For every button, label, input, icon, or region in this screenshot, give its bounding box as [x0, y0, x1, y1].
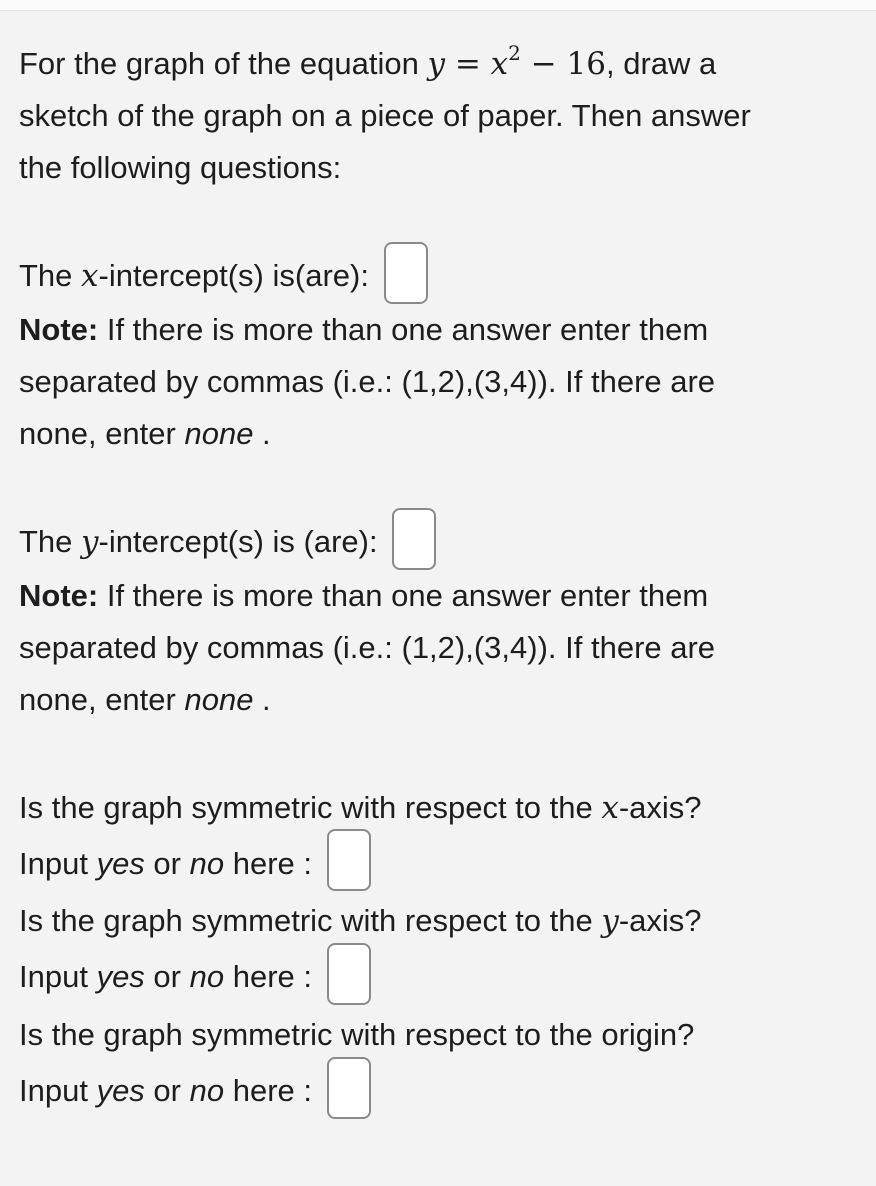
equation-equals: =	[444, 46, 491, 82]
equation-exponent: 2	[508, 41, 521, 65]
symmetry-origin-input[interactable]	[327, 1057, 371, 1119]
symmetry-question-text: Is the graph symmetric with respect to the origin?	[19, 1017, 695, 1053]
no-word: no	[189, 845, 225, 881]
symmetry-origin-input-row	[19, 1065, 859, 1119]
yes-word: yes	[96, 1073, 145, 1109]
symmetry-y-axis-input[interactable]	[327, 943, 371, 1005]
symmetry-origin-question	[19, 1009, 859, 1061]
note-text-2: separated by commas (i.e.: (1,2),(3,4)). If there are	[19, 363, 716, 399]
x-intercept-label-prefix: The	[19, 258, 82, 293]
no-word: no	[189, 959, 225, 995]
y-variable: y	[601, 903, 619, 940]
y-intercept-input[interactable]	[392, 508, 436, 570]
symmetry-x-axis-input[interactable]	[327, 829, 371, 891]
x-variable: x	[601, 789, 619, 826]
intro-line-2: sketch of the graph on a piece of paper. Then answer	[19, 98, 751, 133]
intro-text: For the graph of the equation	[19, 46, 428, 81]
note-text: If there is more than one answer enter them	[98, 577, 709, 613]
note-none-word: none	[184, 415, 254, 451]
input-prompt-end: here :	[224, 1073, 312, 1109]
note-label: Note:	[19, 577, 99, 613]
symmetry-question-text: Is the graph symmetric with respect to the	[19, 903, 602, 939]
or-word: or	[144, 1073, 190, 1109]
symmetry-question-end: -axis?	[618, 903, 702, 939]
y-intercept-label: -intercept(s) is (are):	[98, 523, 378, 559]
symmetry-question-end: -axis?	[618, 789, 702, 825]
note-none-word: none	[184, 681, 254, 717]
note-text: If there is more than one answer enter them	[98, 311, 709, 347]
symmetry-x-axis-question	[19, 782, 859, 834]
note-text-3: none, enter	[19, 681, 185, 717]
note-label: Note:	[19, 311, 99, 347]
note-text-end: .	[253, 415, 271, 451]
input-prompt: Input	[19, 845, 97, 881]
equation-y: y	[427, 46, 445, 82]
intro-line-3: the following questions:	[19, 150, 342, 185]
or-word: or	[144, 845, 190, 881]
y-intercept-question	[19, 516, 859, 570]
symmetry-x-axis-input-row	[19, 838, 859, 892]
equation-x: x	[490, 46, 509, 82]
question-intro	[19, 38, 859, 194]
yes-word: yes	[96, 959, 145, 995]
x-intercept-label: -intercept(s) is(are):	[98, 258, 369, 293]
note-text-end: .	[253, 681, 271, 717]
note-text-2: separated by commas (i.e.: (1,2),(3,4)). If there are	[19, 629, 716, 665]
y-intercept-note	[19, 570, 859, 726]
intro-text-end: , draw a	[606, 46, 717, 81]
x-intercept-input[interactable]	[384, 242, 428, 304]
y-variable: y	[81, 523, 99, 560]
note-text-3: none, enter	[19, 415, 185, 451]
equation-constant: − 16	[520, 46, 607, 82]
input-prompt: Input	[19, 1073, 97, 1109]
no-word: no	[189, 1073, 225, 1109]
x-intercept-question	[19, 250, 859, 304]
top-divider	[0, 0, 876, 11]
symmetry-question-text: Is the graph symmetric with respect to the	[19, 789, 602, 825]
input-prompt-end: here :	[224, 845, 312, 881]
or-word: or	[144, 959, 190, 995]
yes-word: yes	[96, 845, 145, 881]
symmetry-y-axis-input-row	[19, 951, 859, 1005]
input-prompt: Input	[19, 959, 97, 995]
y-intercept-label-prefix: The	[19, 523, 82, 559]
question-content	[19, 38, 859, 1119]
x-intercept-note	[19, 304, 859, 460]
x-variable: x	[81, 258, 99, 294]
input-prompt-end: here :	[224, 959, 312, 995]
symmetry-y-axis-question	[19, 895, 859, 947]
